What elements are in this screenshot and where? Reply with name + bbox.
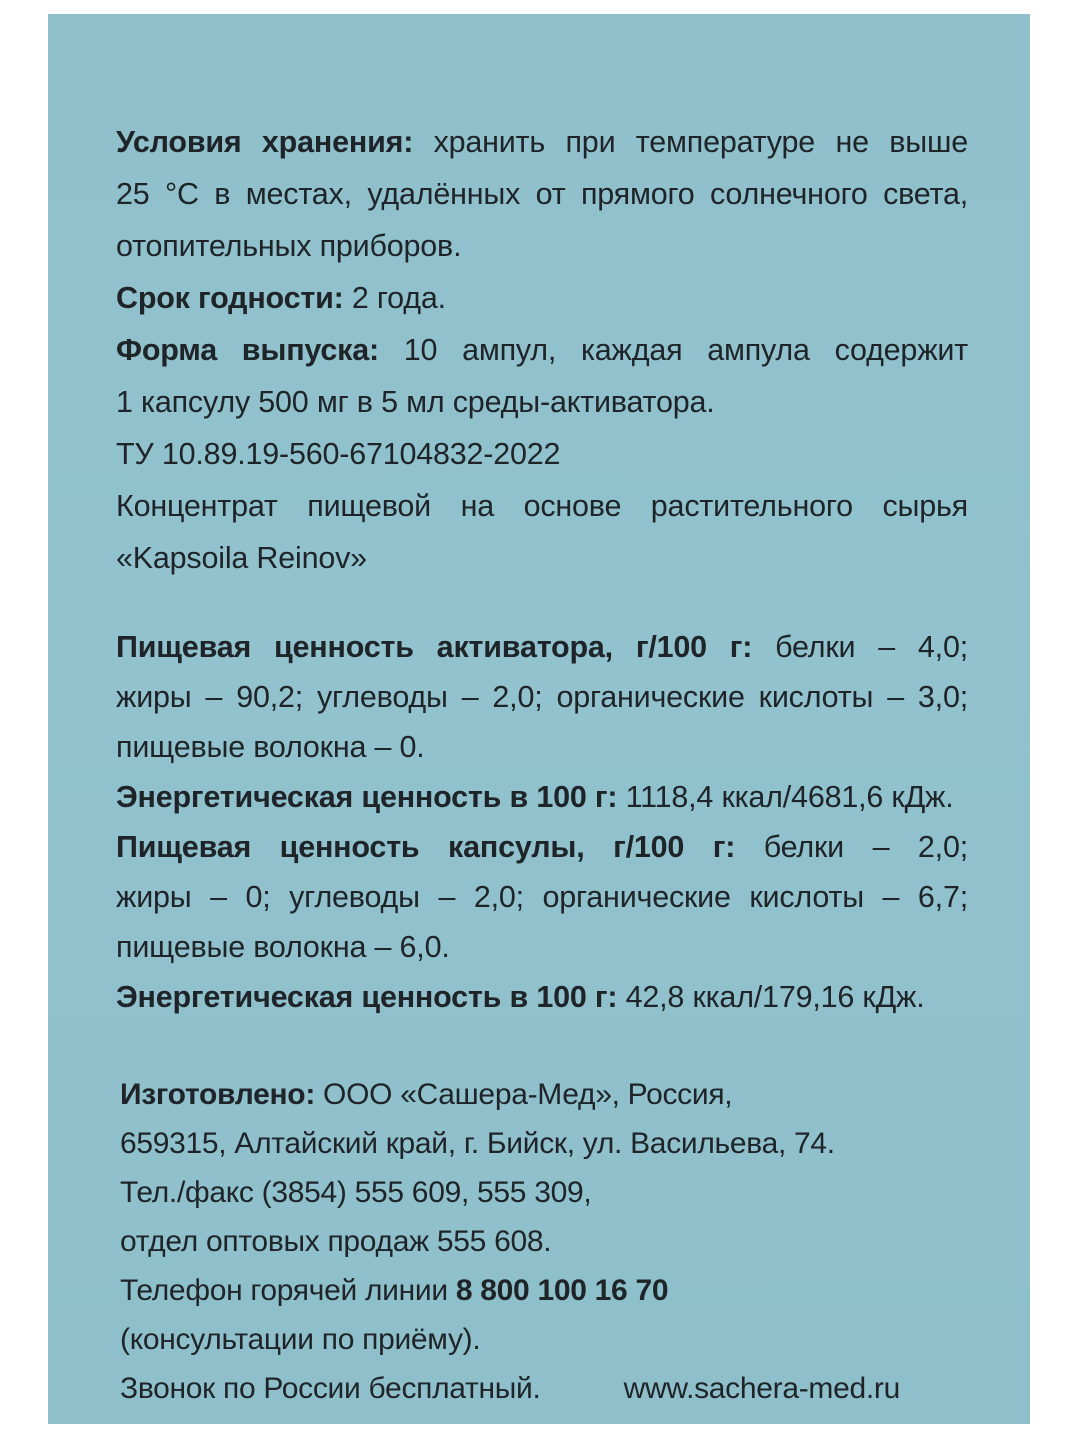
hotline-line [120,1266,960,1315]
manufacturer-label: Изготовлено: [120,1078,316,1111]
capsule-label: Пищевая ценность капсулы, г/100 г: [116,830,736,864]
activator-line-3: пищевые волокна – 0. [116,730,425,764]
capsule-line-2: жиры – 0; углеводы – 2,0; органические кислоты – 6,7; [116,880,968,914]
capsule-line-1 [116,822,968,872]
storage-line-2: 25 °C в местах, удалённых от прямого солнечного света, [116,177,968,211]
tu-line: ТУ 10.89.19-560-67104832-2022 [116,437,561,471]
capsule-energy-value: 42,8 ккал/179,16 кДж. [617,980,925,1014]
capsule-line-3: пищевые волокна – 6,0. [116,930,450,964]
website-link: www.sachera-med.ru [623,1372,900,1405]
release-form-label: Форма выпуска: [116,333,379,367]
activator-line-2: жиры – 90,2; углеводы – 2,0; органические кислоты – 3,0; [116,680,968,714]
release-form-text-1: 10 ампул, каждая ампула содержит [378,333,968,367]
manufacturer-line [120,1070,960,1119]
hotline-number: 8 800 100 16 70 [455,1274,669,1307]
storage-line-3: отопительных приборов. [116,229,462,263]
activator-energy-line [116,772,968,822]
activator-label: Пищевая ценность активатора, г/100 г: [116,630,753,664]
activator-line-1 [116,622,968,672]
activator-energy-value: 1118,4 ккал/4681,6 кДж. [617,780,954,814]
activator-energy-label: Энергетическая ценность в 100 г: [116,780,618,814]
manufacturer-wholesale: отдел оптовых продаж 555 608. [120,1225,552,1258]
nutrition-info-block [116,622,968,1022]
manufacturer-company: ООО «Сашера-Мед», Россия, [315,1078,733,1111]
manufacturer-phone-fax: Тел./факс (3854) 555 609, 555 309, [120,1176,592,1209]
footer-line [120,1364,900,1413]
product-line-1: Концентрат пищевой на основе растительного сырья [116,489,968,523]
shelf-life-label: Срок годности: [116,281,344,315]
capsule-energy-label: Энергетическая ценность в 100 г: [116,980,618,1014]
storage-line-1 [116,116,968,168]
hotline-label: Телефон горячей линии [120,1274,456,1307]
storage-label: Условия хранения: [116,125,414,159]
release-form-line-2: 1 капсулу 500 мг в 5 мл среды-активатора. [116,385,715,419]
release-form-line-1 [116,324,968,376]
capsule-text-1: белки – 2,0; [735,830,968,864]
shelf-life-line [116,272,968,324]
storage-text-1: хранить при температуре не выше [413,125,968,159]
manufacturer-address: 659315, Алтайский край, г. Бийск, ул. Васильева, 74. [120,1127,835,1160]
shelf-life-value: 2 года. [343,281,446,315]
capsule-energy-line [116,972,968,1022]
manufacturer-info-block [120,1070,960,1413]
product-line-2: «Kapsoila Reinov» [116,541,367,575]
storage-info-block [116,116,968,584]
label-panel [48,14,1030,1424]
activator-text-1: белки – 4,0; [752,630,968,664]
consultation-note: (консультации по приёму). [120,1323,481,1356]
free-call-note: Звонок по России бесплатный. [120,1372,541,1405]
